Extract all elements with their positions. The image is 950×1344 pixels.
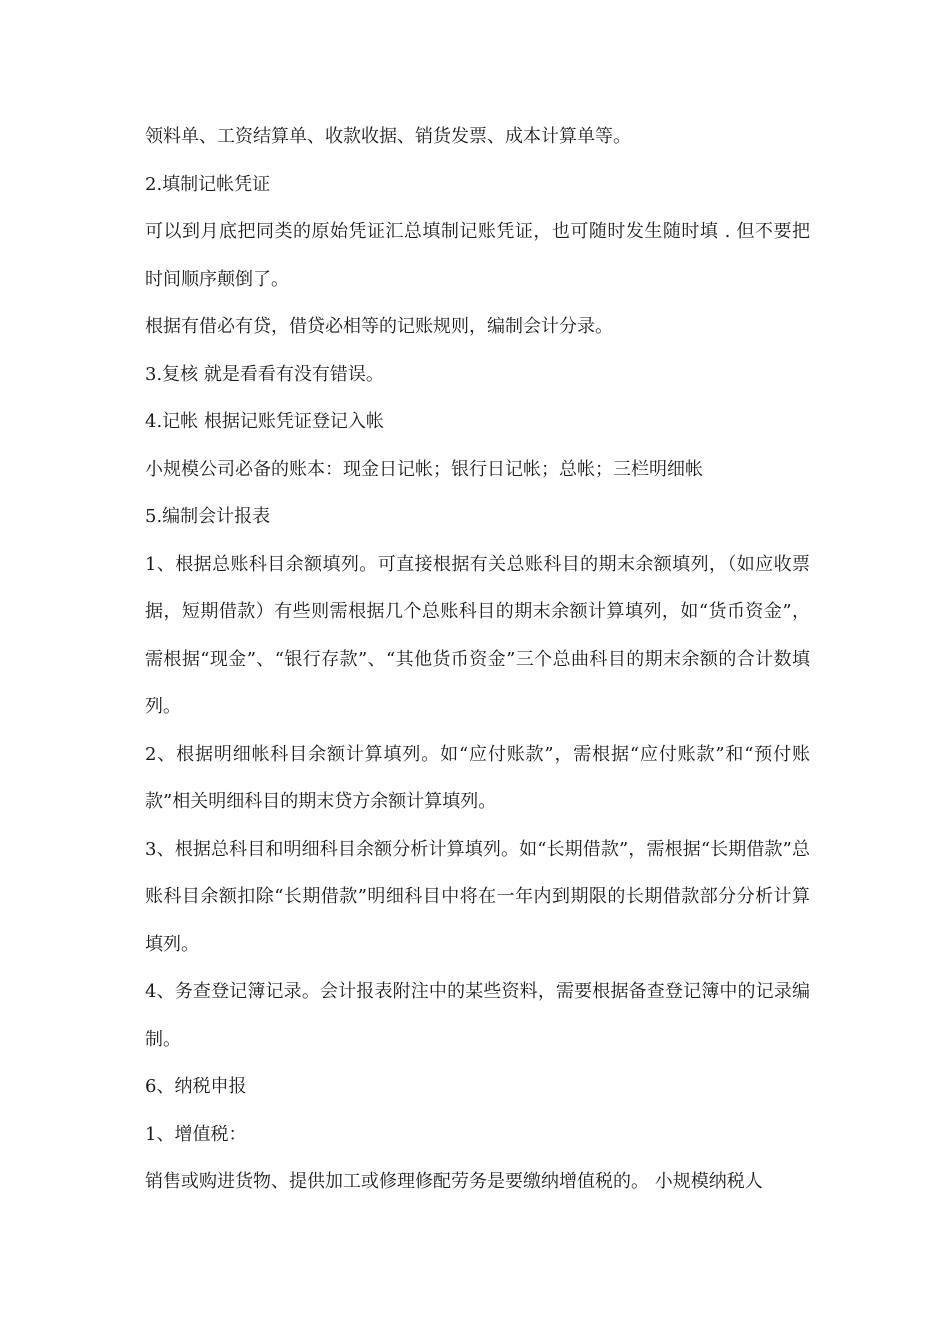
paragraph: 3、根据总科目和明细科目余额分析计算填列。如“长期借款”，需根据“长期借款”总账科目余额扣除“长期借款”明细科目中将在一年内到期限的长期借款部分分析计算填列。	[145, 838, 810, 955]
section-heading: 3.复核 就是看看有没有错误。	[145, 363, 384, 385]
paragraph: 1、根据总账科目余额填列。可直接根据有关总账科目的期末余额填列，（如应收票据，短期借款）有些则需根据几个总账科目的期末余额计算填列，如“货币资金”，需根据“现金”、“银行存款”、“其他货币资金”三个总曲科目的期末余额的合计数填列。	[145, 553, 810, 717]
paragraph: 4、务查登记簿记录。会计报表附注中的某些资料，需要根据备查登记簿中的记录编制。	[145, 981, 810, 1050]
section-heading: 5.编制会计报表	[145, 506, 271, 527]
section-heading: 6、纳税申报	[145, 1076, 247, 1097]
paragraph: 领料单、工资结算单、收款收据、销货发票、成本计算单等。	[145, 126, 631, 147]
paragraph: 小规模公司必备的账本：现金日记帐；银行日记帐；总帐；三栏明细帐	[145, 458, 703, 480]
section-heading: 2.填制记帐凭证	[145, 173, 271, 195]
paragraph: 根据有借必有贷，借贷必相等的记账规则，编制会计分录。	[145, 316, 613, 337]
section-heading: 4.记帐 根据记账凭证登记入帐	[145, 411, 384, 432]
document-body	[145, 113, 810, 1206]
subsection-heading: 1、增值税：	[145, 1123, 247, 1145]
paragraph: 2、根据明细帐科目余额计算填列。如“应付账款”，需根据“应付账款”和“预付账款”相关明细科目的期末贷方余额计算填列。	[145, 743, 810, 812]
paragraph: 销售或购进货物、提供加工或修理修配劳务是要缴纳增值税的。 小规模纳税人	[145, 1171, 763, 1192]
paragraph: 可以到月底把同类的原始凭证汇总填制记账凭证，也可随时发生随时填 . 但不要把时间顺序颠倒了。	[145, 221, 810, 290]
